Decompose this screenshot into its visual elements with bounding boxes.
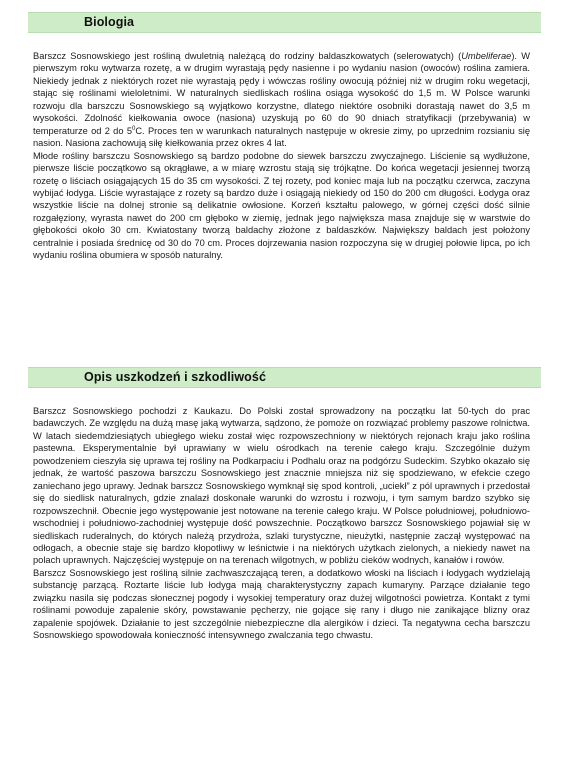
paragraph-text: Barszcz Sosnowskiego jest rośliną dwuletnią należącą do rodziny baldaszkowatych (selerowatych) (: [33, 51, 462, 61]
paragraph: Barszcz Sosnowskiego pochodzi z Kaukazu. Do Polski został sprowadzony na początku lat 50-tych do prac badawczych. Ze względu na dużą masę jaką wytwarza, sądzono, że pomoże on rozwiązać problemy paszowe rolnictwa. W latach siedemdziesiątych ubiegłego wieku został więc rozpowszechniony w niektórych rejonach kraju jako roślina pastewna. Eksperymentalnie był uprawiany w wielu ośrodkach na terenie całego kraju. Szczególnie dużym powodzeniem cieszyła się uprawa tej rośliny na Podkarpaciu i Podhalu oraz na podgórzu Sudeckim. Szybko okazało się jednak, że wartość paszowa barszczu Sosnowskiego jest znacznie mniejsza niż się spodziewano, w efekcie czego zaniechano jego uprawy. Jednak barszcz Sosnowskiego wymknął się spod kontroli, „uciekł” z pól uprawnych i przedostał się do siedlisk naturalnych, gdzie znalazł doskonałe warunki do wzrostu i rozwoju, i tym samym bardzo szybko się rozpowszechnił. Obecnie jego występowanie jest notowane na terenie całego kraju. W Polsce południowej, południowo-wschodniej i południowo-zachodniej występuje dość powszechnie. Początkowo barszcz Sosnowskiego pojawiał się w siedliskach ruderalnych, do których należą przydroża, szlaki turystyczne, nieużytki, następnie zaczął występować na odłogach, a obecnie staje się bardzo kłopotliwy w leśnictwie i na niektórych użytkach zielonych, a niekiedy nawet na polach uprawnych. Najczęściej występuje on na terenach wilgotnych, w pobliżu cieków wodnych, kanałów i rowów.: [33, 406, 530, 566]
section-body-biologia: [33, 50, 530, 262]
paragraph-text: ). W pierwszym roku wytwarza rozetę, a w drugim wyrastają pędy nasienne i po wydaniu nasion (owoców) roślina zamiera. Niekiedy jednak z niektórych rozet nie wyrastają pędy i wówczas rośliny owocują później niż w drugim roku wegetacji, stając się roślinami wieloletnimi. W naturalnych siedliskach roślina osiąga wysokość do 1,5 m. W Polsce warunki rozwoju dla barszczu Sosnowskiego są wyjątkowo korzystne, dlatego niektóre osobniki dorastają nawet do 3,5 m wysokości. Zdolność kiełkowania owoce (nasiona) uzyskują po 60 do 90 dniach stratyfikacji (przebywania) w temperaturze od 2 do 5: [33, 51, 530, 136]
paragraph: [33, 50, 530, 150]
section-title: Opis uszkodzeń i szkodliwość: [84, 370, 267, 384]
paragraph: Młode rośliny barszczu Sosnowskiego są bardzo podobne do siewek barszczu zwyczajnego. Liścienie są wydłużone, pierwsze liście początkowo są okrągławe, a w miarę wzrostu stają się trójkątne. Do końca wegetacji jesiennej tworzą rozetę o liściach osiągających 15 do 35 cm wysokości. Z tej rozety, pod koniec maja lub na początku czerwca, zaczyna wybijać łodyga. Liście wyrastające z rozety są bardzo duże i osiągają niekiedy od 150 do 200 cm długości. Łodyga oraz wszystkie liście na dolnej stronie są delikatnie owłosione. Korzeń kształtu palowego, w górnej części dość silnie rozgałęziony, wyrasta nawet do 200 cm głęboko w ziemię, jednak jego największa masa znajduje się w warstwie do głębokości około 30 cm. Kwiatostany tworzą baldachy złożone z baldaszków. Największy baldach jest położony centralnie i posiada średnicę od 30 do 70 cm. Proces dojrzewania nasion rozpoczyna się w drugiej połowie lipca, po ich wydaniu roślina obumiera w sposób naturalny.: [33, 150, 530, 261]
section-body-opis-uszkodzen: [33, 405, 530, 642]
latin-name: Umbeliferae: [461, 51, 512, 61]
section-header-biologia: [28, 12, 541, 33]
paragraph: Barszcz Sosnowskiego jest rośliną silnie zachwaszczającą teren, a dodatkowo włoski na liściach i łodygach wydzielają substancję parzącą. Roztarte liście lub łodyga mają charakterystyczny zapach kumaryny. Parzące działanie tego związku nasila się podczas słonecznej pogody i wysokiej temperatury oraz dużej wilgotności powietrza. Kontakt z tymi roślinami powoduje zapalenie skóry, powstawanie pęcherzy, nie gojące się rany i długo nie zanikające blizny oraz zapalenie spojówek. Działanie to jest szczególnie niebezpieczne dla alergików i dzieci. Ta negatywna cecha barszczu Sosnowskiego spowodowała konieczność intensywnego zwalczania tego chwastu.: [33, 567, 530, 641]
section-header-opis-uszkodzen: [28, 367, 541, 388]
paragraph-text: C. Proces ten w warunkach naturalnych następuje w okresie zimy, po uprzednim rozsianiu się nasion. Nasiona zachowują siłę kiełkowania przez okres 4 lat.: [33, 125, 530, 149]
degree-superscript: 0: [132, 125, 136, 132]
section-title: Biologia: [84, 15, 135, 29]
